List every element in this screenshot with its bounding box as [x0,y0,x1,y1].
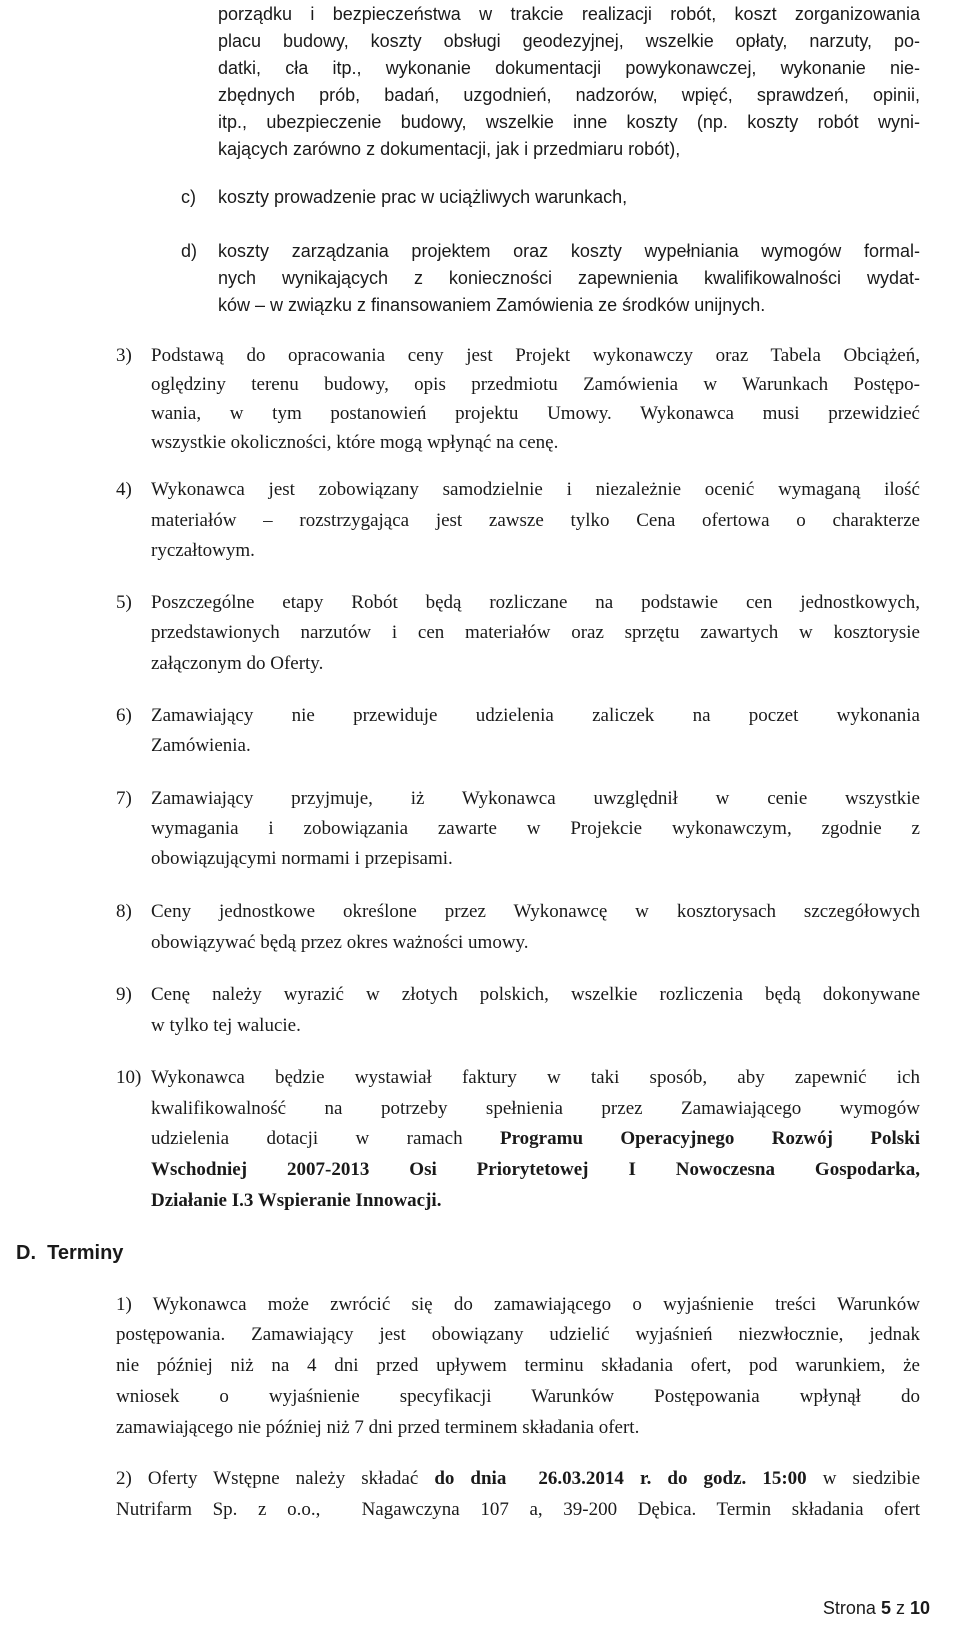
list-marker: 10) [116,1067,142,1088]
text-line: obowiązywać będą przez okres ważności umowy. [151,932,529,953]
text-line: Wykonawca będzie wystawiał faktury w taki sposób, aby zapewnić ich [151,1067,920,1088]
text-line: Podstawą do opracowania ceny jest Projekt wykonawczy oraz Tabela Obciążeń, [151,345,920,366]
text-line: kających zarówno z dokumentacji, jak i przedmiaru robót), [218,139,681,159]
text-line: Zamówienia. [151,735,251,756]
text-line: koszty prowadzenie prac w uciążliwych warunkach, [218,187,628,207]
text-line: 1) Wykonawca może zwrócić się do zamawiającego o wyjaśnienie treści Warunków [116,1294,920,1315]
text-line: zbędnych prób, badań, uzgodnień, nadzorów, wpięć, sprawdzeń, opinii, [218,85,920,105]
text-line: postępowania. Zamawiający jest obowiązany udzielić wyjaśnień niezwłocznie, jednak [116,1324,920,1345]
deadline-bold: do dnia 26.03.2014 r. do godz. 15:00 [434,1468,807,1489]
list-marker: 7) [116,788,132,809]
text-span: w siedzibie [806,1468,921,1489]
text-line: przedstawionych narzutów i cen materiałów oraz sprzętu zawartych w kosztorysie [151,622,920,643]
text-line: Cenę należy wyrazić w złotych polskich, wszelkie rozliczenia będą dokonywane [151,984,920,1005]
section-heading: D. Terminy [16,1242,124,1264]
text-line: zamawiającego nie później niż 7 dni przed terminem składania ofert. [116,1417,640,1438]
text-line: placu budowy, koszty obsługi geodezyjnej, wszelkie opłaty, narzuty, po- [218,31,920,51]
text-line: wniosek o wyjaśnienie specyfikacji Warunków Postępowania wpłynął do [116,1386,920,1407]
text-line: Zamawiający nie przewiduje udzielenia zaliczek na poczet wykonania [151,705,920,726]
text-line: ryczałtowym. [151,540,255,561]
text-line: Poszczególne etapy Robót będą rozliczane na podstawie cen jednostkowych, [151,592,920,613]
text-line: kwalifikowalność na potrzeby spełnienia przez Zamawiającego wymogów [151,1098,920,1119]
text-line: koszty zarządzania projektem oraz koszty wypełniania wymogów formal- [218,241,920,261]
text-line [151,1159,920,1181]
text-line: nie później niż na 4 dni przed upływem terminu składania ofert, pod warunkiem, że [116,1355,920,1376]
text-line [151,1128,920,1150]
text-line [151,1190,441,1212]
text-line: załączonym do Oferty. [151,653,324,674]
text-line: wymagania i zobowiązania zawarte w Projekcie wykonawczym, zgodnie z [151,818,920,839]
text-line: Ceny jednostkowe określone przez Wykonawcę w kosztorysach szczegółowych [151,901,920,922]
list-marker: 4) [116,479,132,500]
footer-page-total: 10 [909,1598,930,1618]
text-line [116,1468,920,1490]
text-span: 2) Oferty Wstępne należy składać [116,1468,435,1489]
text-line: datki, cła itp., wykonanie dokumentacji powykonawczej, wykonanie nie- [218,58,920,78]
footer-page-number: 5 [880,1598,891,1618]
text-line: wszystkie okoliczności, które mogą wpłynąć na cenę. [151,432,559,453]
list-marker: 3) [116,345,132,366]
program-name-bold: Programu Operacyjnego Rozwój Polski [499,1128,920,1149]
footer-prefix: Strona [822,1598,881,1618]
text-line: materiałów – rozstrzygająca jest zawsze tylko Cena ofertowa o charakterze [151,510,920,531]
text-line: porządku i bezpieczeństwa w trakcie realizacji robót, koszt zorganizowania [218,4,920,24]
text-line: Wykonawca jest zobowiązany samodzielnie i niezależnie ocenić wymaganą ilość [151,479,920,500]
list-marker: 6) [116,705,132,726]
list-marker: 9) [116,984,132,1005]
text-line: w tylko tej walucie. [151,1015,301,1036]
program-name-bold: Wschodniej 2007-2013 Osi Priorytetowej I Nowoczesna Gospodarka, [151,1159,920,1180]
text-line: nych wynikających z konieczności zapewnienia kwalifikowalności wydat- [218,268,920,288]
text-line: oględziny terenu budowy, opis przedmiotu Zamówienia w Warunkach Postępo- [151,374,920,395]
program-name-bold: Działanie I.3 Wspieranie Innowacji. [151,1190,442,1211]
text-line: ków – w związku z finansowaniem Zamówienia ze środków unijnych. [218,295,766,315]
list-marker: d) [181,241,198,261]
text-line: Zamawiający przyjmuje, iż Wykonawca uwzględnił w cenie wszystkie [151,788,920,809]
footer-separator: z [890,1598,910,1618]
text-line: Nutrifarm Sp. z o.o., Nagawczyna 107 a, 39-200 Dębica. Termin składania ofert [116,1499,920,1520]
list-marker: 8) [116,901,132,922]
list-marker: c) [181,187,196,207]
text-span: udzielenia dotacji w ramach [151,1128,500,1149]
page-footer [823,1597,930,1619]
text-line: obowiązującymi normami i przepisami. [151,848,453,869]
list-marker: 5) [116,592,132,613]
text-line: itp., ubezpieczenie budowy, wszelkie inne koszty (np. koszty robót wyni- [218,112,920,132]
text-line: wania, w tym postanowień projektu Umowy. Wykonawca musi przewidzieć [151,403,920,424]
